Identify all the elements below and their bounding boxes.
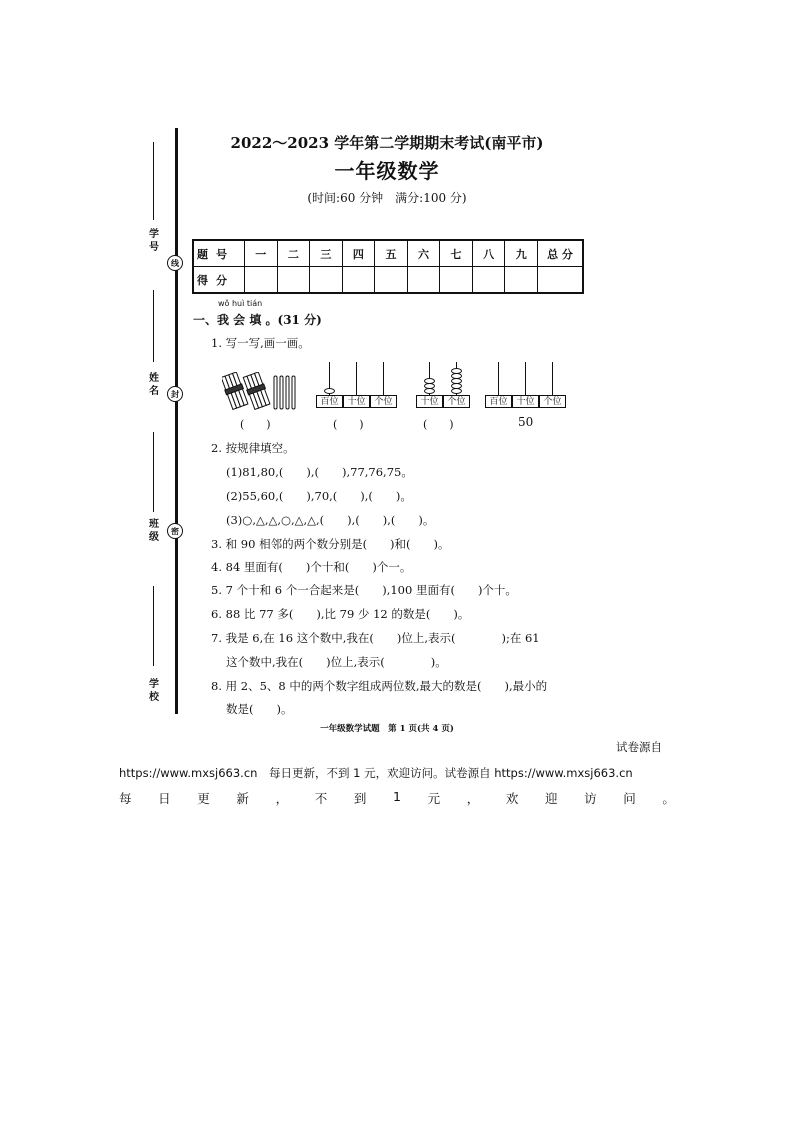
seal-secret-mark: 密 [167, 523, 183, 539]
section-heading: 一、我 会 填 。(31 分) [193, 313, 322, 327]
score-col: 九 [505, 240, 538, 267]
tagline-char: 日 [158, 791, 171, 806]
tagline-char: 元 [427, 791, 441, 806]
question-5: 5. 7 个十和 6 个一合起来是( ),100 里面有( )个十。 [211, 583, 517, 597]
student-id-label: 学号 [149, 229, 159, 253]
source-url-line: https://www.mxsj663.cn 每日更新，不到 1 元，欢迎访问。试卷源自 https://www.mxsj663.cn [119, 766, 633, 780]
name-blank [153, 290, 154, 362]
name-label: 姓名 [149, 373, 159, 397]
abacus-bead [451, 368, 462, 374]
abacus-3 [485, 360, 566, 410]
question-3: 3. 和 90 相邻的两个数分别是( )和( )。 [211, 537, 450, 551]
tagline-char: 更 [197, 791, 210, 806]
abacus-bead [324, 388, 335, 394]
place-label-ones: 个位 [443, 395, 470, 408]
score-cell[interactable] [310, 267, 343, 294]
score-table-header-row [193, 240, 583, 267]
score-col: 二 [277, 240, 310, 267]
abacus-rod [356, 362, 357, 396]
source-tagline [119, 789, 675, 807]
tagline-char: 访 [584, 791, 597, 806]
score-table-row-label: 题号 [193, 240, 245, 267]
score-table-score-row [193, 267, 583, 294]
score-col: 六 [407, 240, 440, 267]
score-cell[interactable] [440, 267, 473, 294]
place-label-hundreds: 百位 [316, 395, 343, 408]
place-label-hundreds: 百位 [485, 395, 512, 408]
place-label-ones: 个位 [370, 395, 397, 408]
score-cell[interactable] [505, 267, 538, 294]
binding-line [175, 128, 178, 714]
abacus-rod [383, 362, 384, 396]
question-7-line-2: 这个数中,我在( )位上,表示( )。 [226, 655, 447, 669]
tagline-char: 到 [353, 791, 367, 806]
score-cell[interactable] [342, 267, 375, 294]
score-col: 三 [310, 240, 343, 267]
place-label-tens: 十位 [512, 395, 539, 408]
score-col: 一 [245, 240, 278, 267]
tagline-char: 不 [314, 791, 328, 806]
tagline-char: 1 [392, 789, 401, 804]
answer-blank-sticks[interactable]: ( ) [240, 418, 271, 431]
abacus-2 [416, 360, 470, 410]
given-number: 50 [518, 415, 534, 429]
answer-blank-abacus-2[interactable]: ( ) [423, 418, 454, 431]
score-col: 五 [375, 240, 408, 267]
abacus-rod [552, 362, 553, 396]
abacus-1 [316, 360, 397, 410]
school-blank [153, 586, 154, 666]
student-id-blank [153, 142, 154, 220]
score-cell[interactable] [245, 267, 278, 294]
score-cell[interactable] [277, 267, 310, 294]
tagline-char: 。 [662, 791, 675, 806]
page-footer: 一年级数学试题 第 1 页(共 4 页) [320, 724, 454, 734]
section-pinyin: wǒ huì tián [218, 299, 263, 308]
question-4: 4. 84 里面有( )个十和( )个一。 [211, 560, 412, 574]
question-7-line-1: 7. 我是 6,在 16 这个数中,我在( )位上,表示( );在 61 [211, 631, 540, 645]
score-cell[interactable] [472, 267, 505, 294]
tagline-char: ， [466, 791, 480, 806]
question-2: 2. 按规律填空。 [211, 441, 295, 455]
counting-sticks-image [222, 372, 304, 410]
tagline-char: 迎 [544, 791, 558, 806]
score-col: 七 [440, 240, 473, 267]
score-cell-total[interactable] [538, 267, 584, 294]
score-col-total: 总 分 [538, 240, 584, 267]
exam-title: 2022～2023 学年第二学期期末考试(南平市) [230, 134, 544, 152]
score-col: 八 [472, 240, 505, 267]
place-label-tens: 十位 [343, 395, 370, 408]
score-cell[interactable] [375, 267, 408, 294]
seal-line-mark: 线 [167, 255, 183, 271]
abacus-rod [498, 362, 499, 396]
exam-subject: 一年级数学 [334, 159, 440, 183]
question-1: 1. 写一写,画一画。 [211, 336, 310, 350]
score-cell[interactable] [407, 267, 440, 294]
class-blank [153, 432, 154, 512]
tagline-char: 新 [236, 791, 249, 806]
question-2-3: (3)○,△,△,○,△,△,( ),( ),( )。 [226, 513, 435, 527]
place-label-tens: 十位 [416, 395, 443, 408]
school-label: 学校 [149, 679, 159, 703]
tagline-char: 每 [119, 791, 132, 806]
question-6: 6. 88 比 77 多( ),比 79 少 12 的数是( )。 [211, 607, 470, 621]
tagline-char: ， [275, 791, 289, 806]
question-2-1: (1)81,80,( ),( ),77,76,75。 [226, 465, 413, 479]
score-table [192, 239, 584, 294]
tagline-char: 问 [623, 791, 636, 806]
score-col: 四 [342, 240, 375, 267]
question-8-line-1: 8. 用 2、5、8 中的两个数字组成两位数,最大的数是( ),最小的 [211, 679, 548, 693]
class-label: 班级 [149, 519, 159, 543]
seal-seal-mark: 封 [167, 386, 183, 402]
abacus-bead [424, 378, 435, 384]
abacus-rod [525, 362, 526, 396]
place-label-ones: 个位 [539, 395, 566, 408]
question-8-line-2: 数是( )。 [226, 702, 293, 716]
question-2-2: (2)55,60,( ),70,( ),( )。 [226, 489, 412, 503]
source-note: 试卷源自 [616, 740, 662, 754]
tagline-char: 欢 [505, 791, 519, 806]
answer-blank-abacus-1[interactable]: ( ) [333, 418, 364, 431]
score-row-label: 得分 [193, 267, 245, 294]
exam-info: (时间:60 分钟 满分:100 分) [307, 191, 467, 205]
